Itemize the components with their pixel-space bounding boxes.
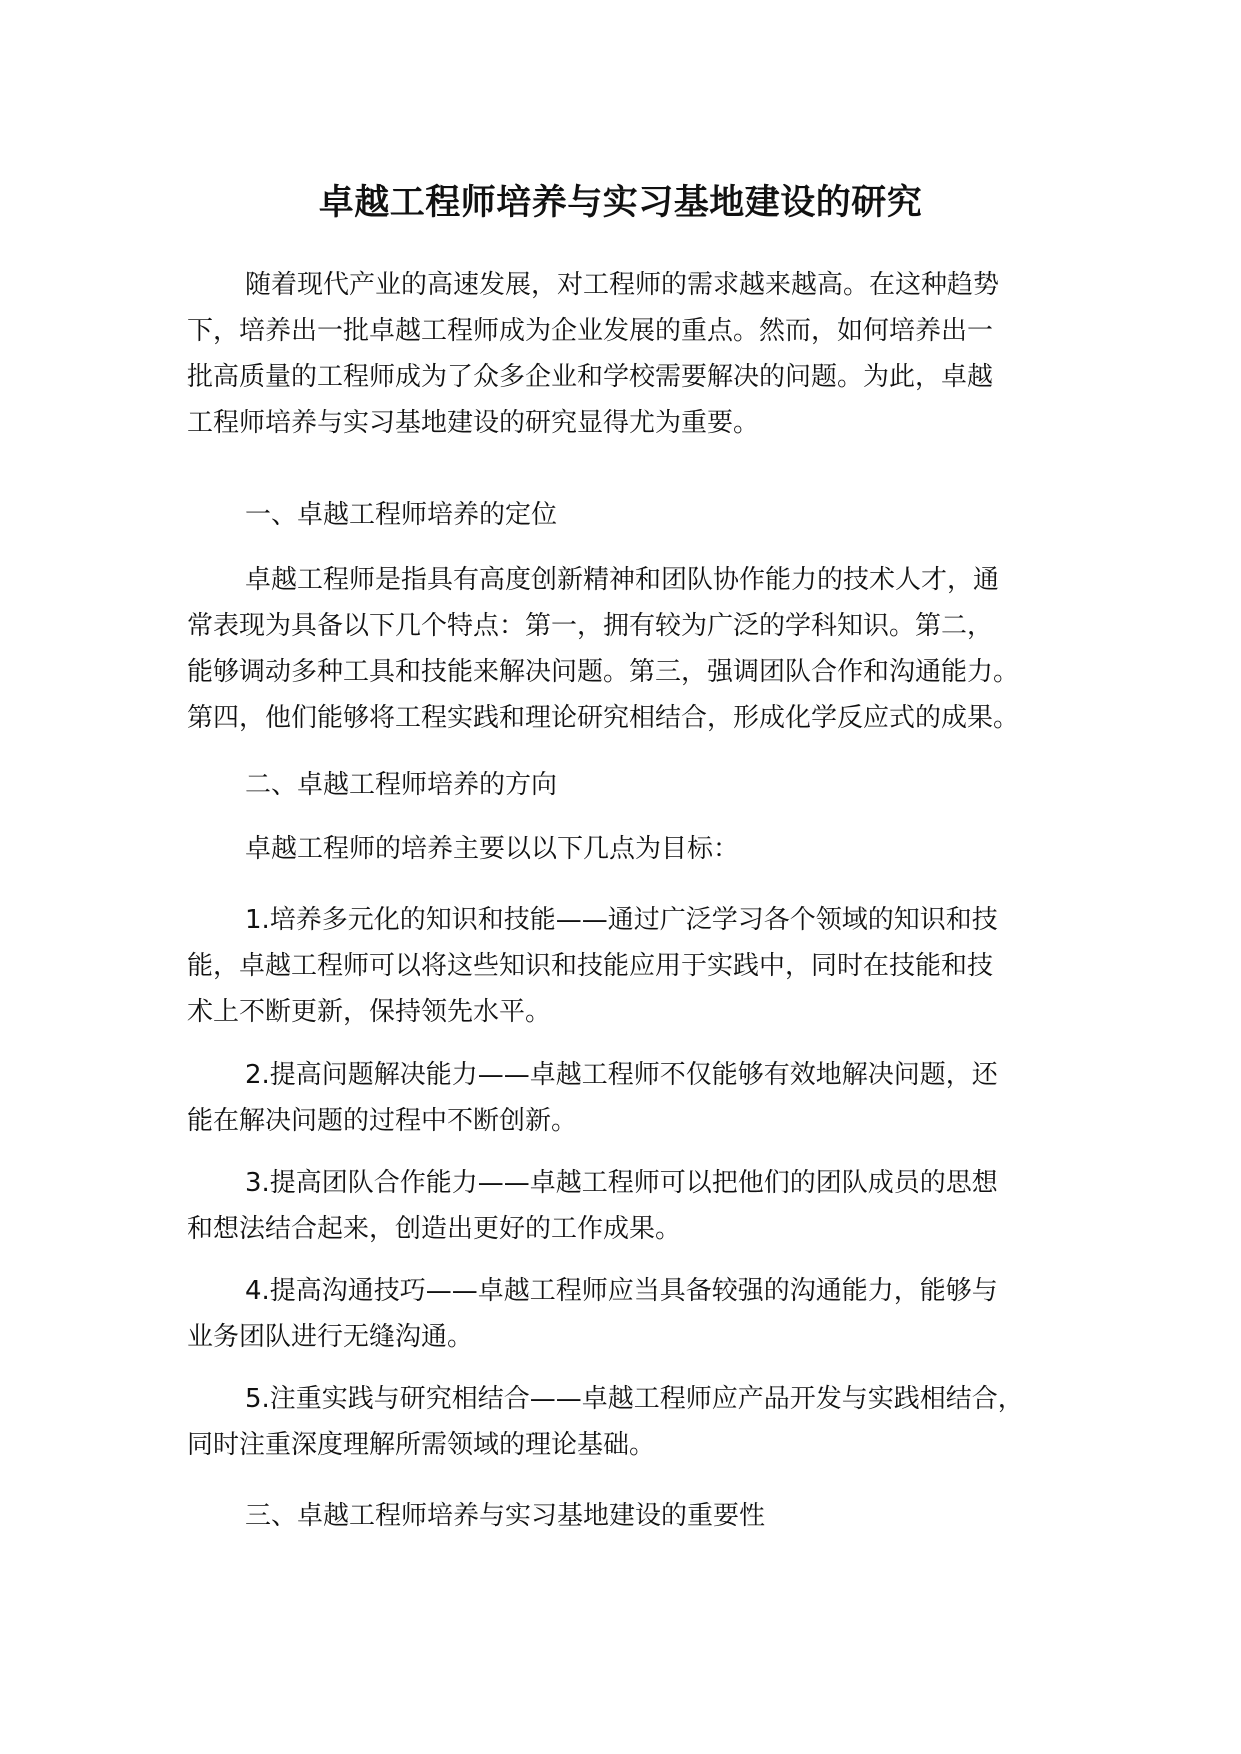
paragraph-line: 业务团队进行无缝沟通。 <box>187 1322 474 1352</box>
paragraph-line: 3.提高团队合作能力——卓越工程师可以把他们的团队成员的思想 <box>245 1168 998 1198</box>
paragraph-definition <box>187 557 1087 741</box>
paragraph-line: 术上不断更新，保持领先水平。 <box>187 997 552 1027</box>
paragraph-line: 和想法结合起来，创造出更好的工作成果。 <box>187 1214 682 1244</box>
paragraph-line: 常表现为具备以下几个特点：第一，拥有较为广泛的学科知识。第二， <box>187 611 994 641</box>
list-item-1 <box>187 897 1087 1035</box>
list-item-2 <box>187 1052 1087 1144</box>
list-item-5 <box>187 1376 1087 1468</box>
heading-line: 二、卓越工程师培养的方向 <box>245 770 558 800</box>
paragraph-goals-intro <box>187 826 1087 872</box>
paragraph-line: 能在解决问题的过程中不断创新。 <box>187 1106 578 1136</box>
paragraph-line: 4.提高沟通技巧——卓越工程师应当具备较强的沟通能力，能够与 <box>245 1276 998 1306</box>
paragraph-line: 能够调动多种工具和技能来解决问题。第三，强调团队合作和沟通能力。 <box>187 657 1020 687</box>
paragraph-line: 能，卓越工程师可以将这些知识和技能应用于实践中，同时在技能和技 <box>187 951 994 981</box>
paragraph-line: 2.提高问题解决能力——卓越工程师不仅能够有效地解决问题，还 <box>245 1060 998 1090</box>
heading-line: 三、卓越工程师培养与实习基地建设的重要性 <box>245 1501 766 1531</box>
paragraph-line: 1.培养多元化的知识和技能——通过广泛学习各个领域的知识和技 <box>245 905 998 935</box>
paragraph-line: 随着现代产业的高速发展，对工程师的需求越来越高。在这种趋势 <box>245 270 1000 300</box>
paragraph-line: 工程师培养与实习基地建设的研究显得尤为重要。 <box>187 408 760 438</box>
paragraph-line: 下，培养出一批卓越工程师成为企业发展的重点。然而，如何培养出一 <box>187 316 994 346</box>
paragraph-line: 同时注重深度理解所需领域的理论基础。 <box>187 1430 656 1460</box>
paragraph-line: 卓越工程师是指具有高度创新精神和团队协作能力的技术人才，通 <box>245 565 1000 595</box>
list-item-3 <box>187 1160 1087 1252</box>
section-heading-2 <box>187 762 1087 808</box>
paragraph-line: 卓越工程师的培养主要以以下几点为目标： <box>245 834 740 864</box>
paragraph-line: 5.注重实践与研究相结合——卓越工程师应产品开发与实践相结合， <box>245 1384 1024 1414</box>
list-item-4 <box>187 1268 1087 1360</box>
section-heading-3 <box>187 1493 1087 1539</box>
document-title: 卓越工程师培养与实习基地建设的研究 <box>318 183 923 223</box>
paragraph-line: 批高质量的工程师成为了众多企业和学校需要解决的问题。为此，卓越 <box>187 362 994 392</box>
paragraph-line: 第四，他们能够将工程实践和理论研究相结合，形成化学反应式的成果。 <box>187 703 1020 733</box>
paragraph-intro <box>187 262 1087 446</box>
section-heading-1 <box>187 492 1087 538</box>
heading-line: 一、卓越工程师培养的定位 <box>245 500 558 530</box>
